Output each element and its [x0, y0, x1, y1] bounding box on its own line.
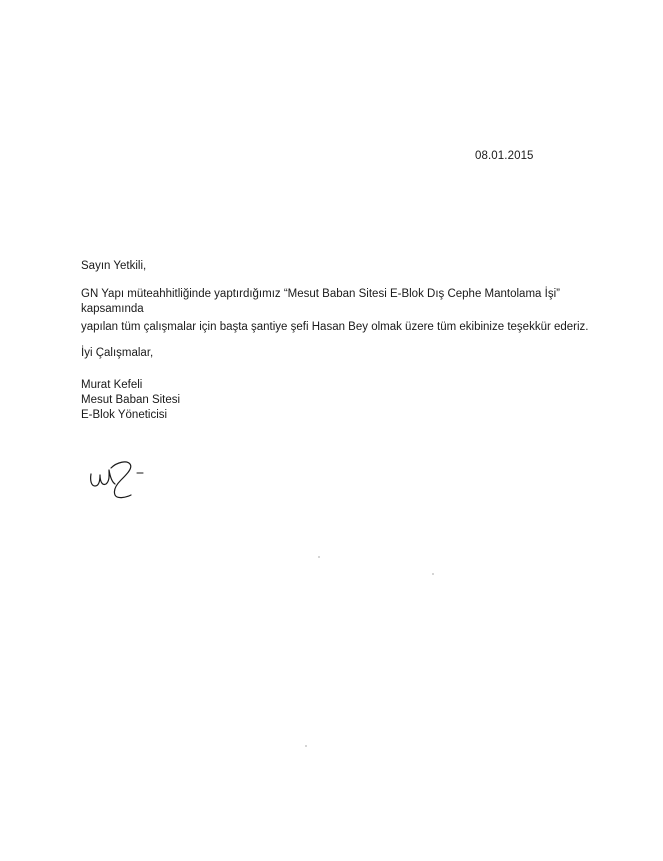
signer-organization: Mesut Baban Sitesi — [81, 394, 181, 406]
salutation: Sayın Yetkili, — [81, 260, 147, 272]
signer-title: E-Blok Yöneticisi — [81, 409, 168, 421]
scan-speck — [318, 556, 320, 558]
scan-speck — [305, 745, 307, 747]
letter-date: 08.01.2015 — [475, 150, 534, 162]
body-line-2: kapsamında — [81, 303, 144, 315]
body-line-3: yapılan tüm çalışmalar için başta şantiye şefi Hasan Bey olmak üzere tüm ekibinize teşekkür ederiz. — [81, 321, 589, 333]
handwritten-signature-icon — [85, 458, 165, 503]
scan-speck — [432, 573, 434, 575]
body-line-1: GN Yapı müteahhitliğinde yaptırdığımız “Mesut Baban Sitesi E-Blok Dış Cephe Mantolama İşi” — [81, 288, 560, 300]
signer-name: Murat Kefeli — [81, 379, 143, 391]
closing: İyi Çalışmalar, — [81, 347, 154, 359]
